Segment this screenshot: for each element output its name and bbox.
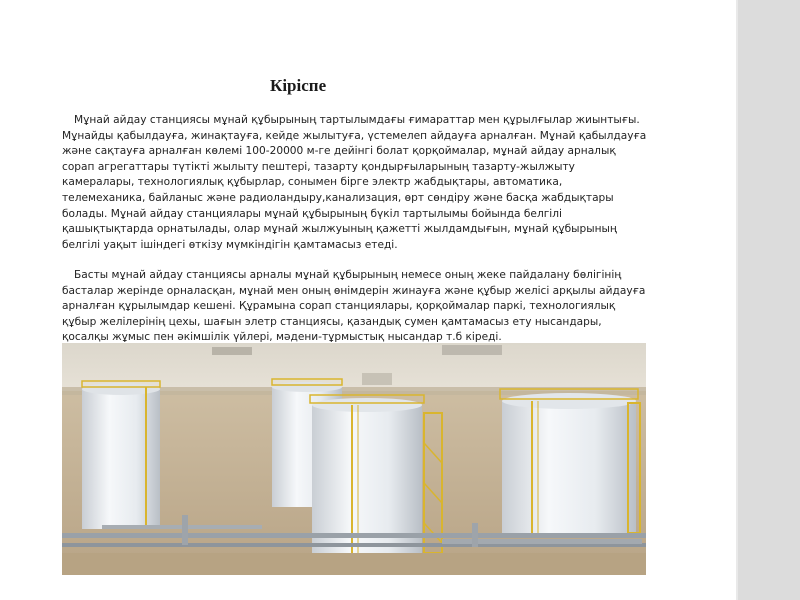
slide-title: Кіріспе: [270, 76, 327, 95]
intro-paragraph-1: Мұнай айдау станциясы мұнай құбырының тартылымдағы ғимараттар мен құрылғылар жиынтығы. Мұнайды қабылдауға, жинақтауға, кейде жылытуға, үстемелеп айдауға арналған. Мұнай қабылдауға және сақтауға арналған көлемі 100-20000 м-ге дейінгі болат қорқоймалар, мұнай айдау арналық сорап агрегаттары түтікті жылыту пештері, тазарту қондырғыларының тазарту-жылжыту камералары, технологиялық құбырлар, сонымен бірге электр жабдықтары, автоматика, телемеханика, байланыс және радиоландыру,канализация, өрт сөндіру және басқа жабдықтары болады. Мұнай айдау станциялары мұнай құбырының бүкіл тартылымы бойында белгілі қашықтықтарда орнатылады, олар мұнай жылжуының қажетті жылдамдығын, мұнай құбырының белгілі уақыт ішіндегі өткізу мүмкіндігін қамтамасыз етеді.: [62, 114, 647, 251]
side-stripe: [738, 0, 800, 600]
intro-paragraph-2: Басты мұнай айдау станциясы арналы мұнай құбырының немесе оның жеке пайдалану бөлігінің басталар жерінде орналасқан, мұнай мен оның өнімдерін жинауға және құбыр желісі арқылы айдауға арналған құрылымдар кешені. Құрамына сорап станциялары, қорқоймалар паркі, технологиялық құбыр желілерінің цехы, шағын элетр станциясы, қазандық сумен қамтамасыз ету нысандары, қосалқы жұмыс пен әкімшілік үйлері, мәдени-тұрмыстық нысандар т.б кіреді.: [62, 269, 646, 344]
oil-storage-tanks-photo: [62, 343, 646, 575]
tank-far-left: [82, 381, 160, 529]
tank-right: [500, 389, 640, 535]
